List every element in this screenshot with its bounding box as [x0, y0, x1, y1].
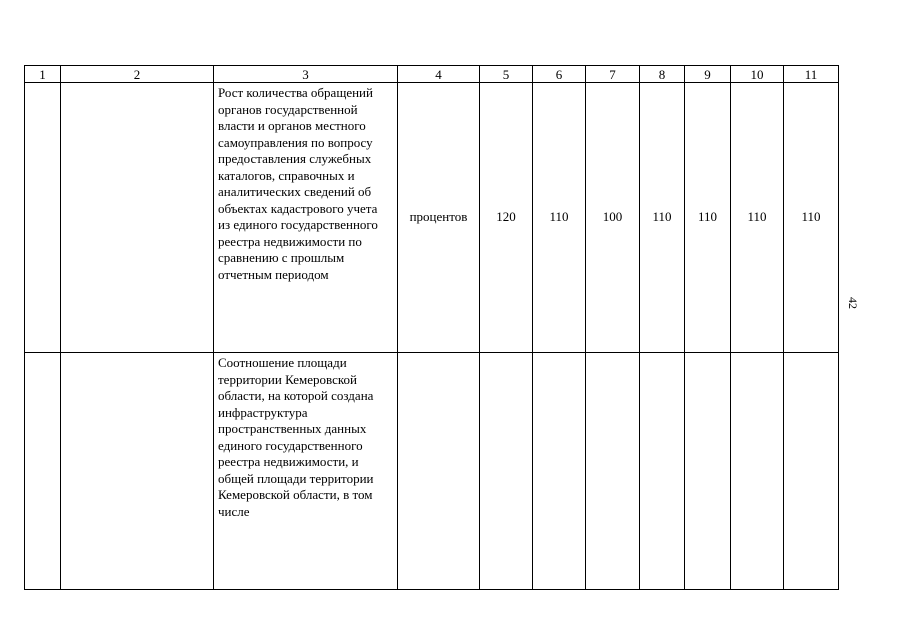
column-number: 2: [61, 66, 214, 83]
column-number: 4: [398, 66, 480, 83]
indicator-value: [640, 353, 685, 590]
row-index-cell: [25, 353, 61, 590]
indicator-value: 110: [640, 83, 685, 353]
indicator-value: [480, 353, 533, 590]
indicator-value: 110: [533, 83, 586, 353]
row-index-cell: [25, 83, 61, 353]
table-row: [25, 83, 839, 353]
unit-of-measure: [398, 353, 480, 590]
indicator-value: [533, 353, 586, 590]
column-number: 1: [25, 66, 61, 83]
column-number: 11: [784, 66, 839, 83]
indicator-value: [586, 353, 640, 590]
indicator-value: 100: [586, 83, 640, 353]
indicator-description: Рост количества обращений органов государственной власти и органов местного самоуправления по вопросу предоставления служебных каталогов, справочных и аналитических сведений об объектах кадастрового учета из единого государственного реестра недвижимости по сравнению с прошлым отчетным периодом: [214, 83, 398, 353]
unit-of-measure: процентов: [398, 83, 480, 353]
indicator-value: [685, 353, 731, 590]
indicator-value: [731, 353, 784, 590]
column-number: 3: [214, 66, 398, 83]
row-program-cell: [61, 83, 214, 353]
column-number: 6: [533, 66, 586, 83]
column-number: 7: [586, 66, 640, 83]
indicator-description: Соотношение площади территории Кемеровской области, на которой создана инфраструктура пространственных данных единого государственного реестра недвижимости, и общей площади территории Кемеровской области, в том числе: [214, 353, 398, 590]
indicator-value: 110: [784, 83, 839, 353]
column-number: 10: [731, 66, 784, 83]
indicator-value: [784, 353, 839, 590]
indicator-value: 120: [480, 83, 533, 353]
indicator-value: 110: [731, 83, 784, 353]
column-number: 9: [685, 66, 731, 83]
indicators-table: [24, 65, 839, 590]
column-number-row: [25, 66, 839, 83]
column-number: 8: [640, 66, 685, 83]
indicator-value: 110: [685, 83, 731, 353]
table-row: [25, 353, 839, 590]
row-program-cell: [61, 353, 214, 590]
column-number: 5: [480, 66, 533, 83]
page-number: 42: [846, 297, 860, 309]
